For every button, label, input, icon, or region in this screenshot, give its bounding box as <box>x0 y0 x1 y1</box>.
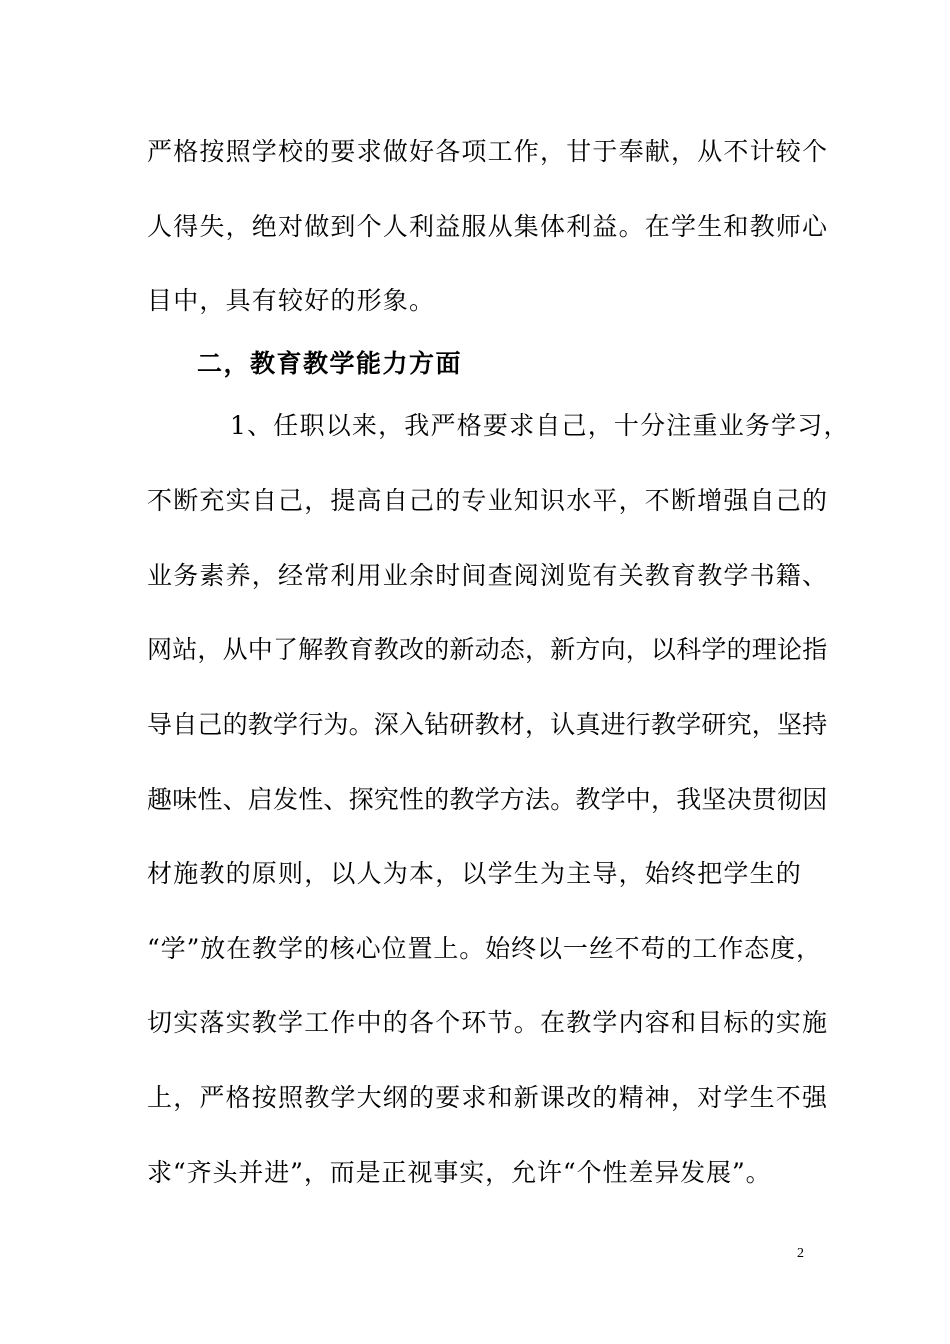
paragraph-line-9: 导自己的教学行为。深入钻研教材，认真进行教学研究，坚持 <box>147 710 828 739</box>
paragraph-line-10: 趣味性、启发性、探究性的教学方法。教学中，我坚决贯彻因 <box>147 785 828 814</box>
paragraph-line-11: 材施教的原则，以人为本，以学生为主导，始终把学生的 <box>147 859 803 888</box>
paragraph-line-2: 人得失，绝对做到个人利益服从集体利益。在学生和教师心 <box>147 212 829 241</box>
section-heading: 二，教育教学能力方面 <box>197 349 463 378</box>
paragraph-line-3: 目中，具有较好的形象。 <box>147 286 436 315</box>
paragraph-line-13: 切实落实教学工作中的各个环节。在教学内容和目标的实施 <box>147 1008 829 1037</box>
paragraph-line-1: 严格按照学校的要求做好各项工作，甘于奉献，从不计较个 <box>147 137 829 166</box>
paragraph-line-14: 上，严格按照教学大纲的要求和新课改的精神，对学生不强 <box>147 1083 829 1112</box>
paragraph-line-8: 网站，从中了解教育教改的新动态，新方向，以科学的理论指 <box>147 635 828 664</box>
paragraph-line-12: “学”放在教学的核心位置上。始终以一丝不苟的工作态度， <box>147 934 822 963</box>
paragraph-line-5: 1、任职以来，我严格要求自己，十分注重业务学习， <box>230 411 850 440</box>
page-number: 2 <box>797 1246 804 1261</box>
paragraph-line-6: 不断充实自己，提高自己的专业知识水平，不断增强自己的 <box>147 486 829 515</box>
paragraph-line-15: 求“齐头并进”，而是正视事实，允许“个性差异发展”。 <box>147 1158 772 1187</box>
paragraph-line-7: 业务素养，经常利用业余时间查阅浏览有关教育教学书籍、 <box>147 561 829 590</box>
